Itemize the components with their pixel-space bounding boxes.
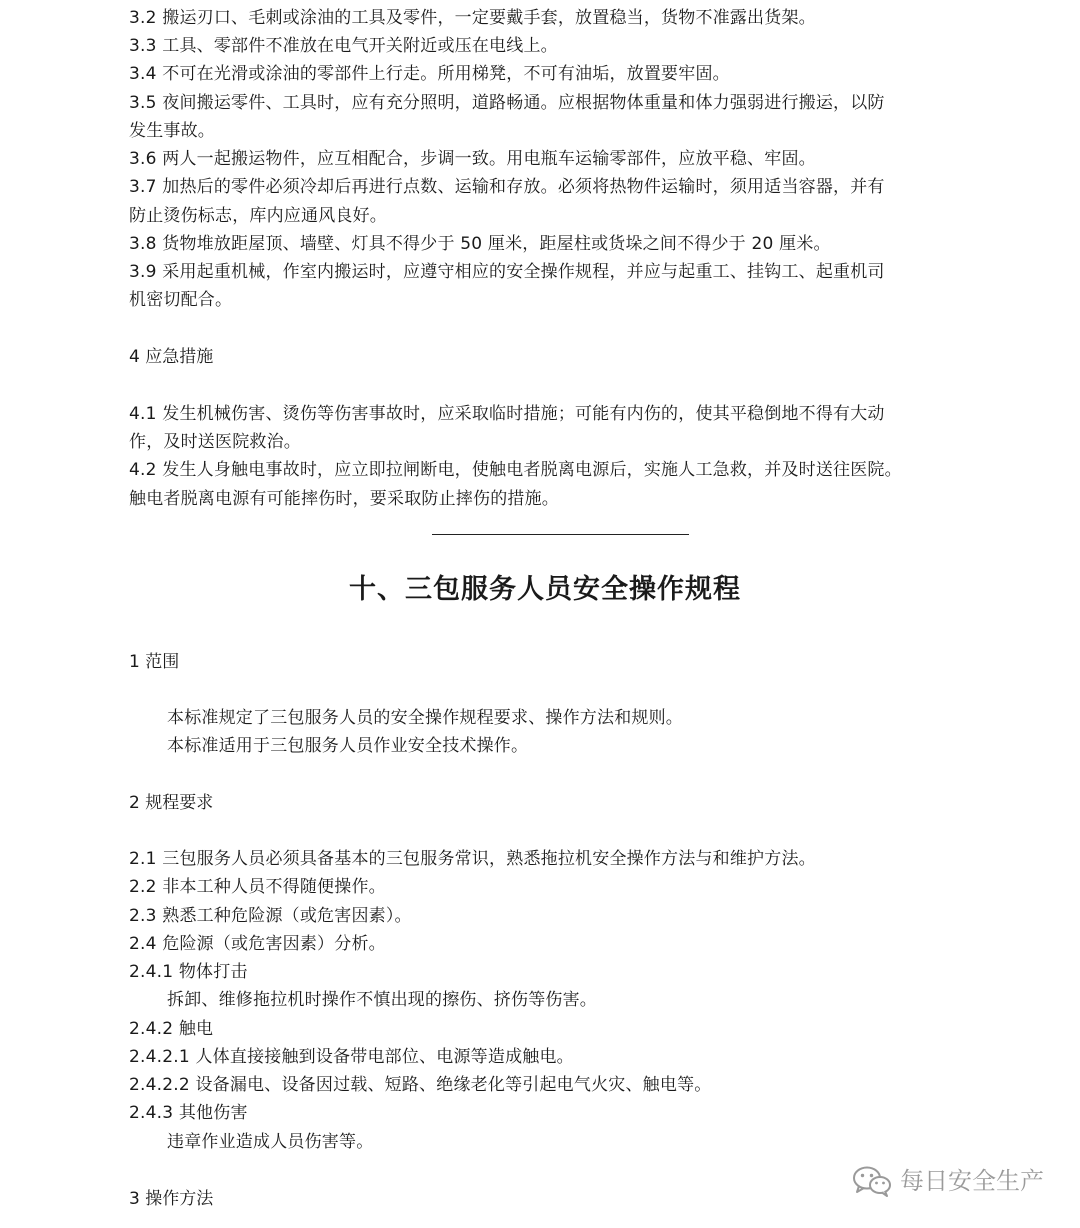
paragraph-line: 4.2 发生人身触电事故时，应立即拉闸断电，使触电者脱离电源后，实施人工急救，并及时送往医院。	[129, 460, 902, 480]
paragraph-line: 本标准适用于三包服务人员作业安全技术操作。	[167, 736, 529, 756]
watermark-text: 每日安全生产	[900, 1167, 1044, 1195]
paragraph-line: 违章作业造成人员伤害等。	[167, 1132, 374, 1152]
wechat-icon	[852, 1165, 892, 1197]
paragraph-line: 4.1 发生机械伤害、烫伤等伤害事故时，应采取临时措施；可能有内伤的，使其平稳倒地不得有大动	[129, 404, 885, 424]
paragraph-line: 2.4.1 物体打击	[129, 962, 248, 982]
watermark	[852, 1165, 1044, 1197]
paragraph-line: 2.3 熟悉工种危险源（或危害因素）。	[129, 906, 412, 926]
paragraph-line: 2.2 非本工种人员不得随便操作。	[129, 877, 386, 897]
section-heading-method: 3 操作方法	[129, 1189, 214, 1209]
section-heading-requirements: 2 规程要求	[129, 793, 214, 813]
paragraph-line: 触电者脱离电源有可能摔伤时，要采取防止摔伤的措施。	[129, 489, 559, 509]
paragraph-line: 机密切配合。	[129, 290, 233, 310]
section-divider	[432, 534, 689, 535]
paragraph-line: 拆卸、维修拖拉机时操作不慎出现的擦伤、挤伤等伤害。	[167, 990, 597, 1010]
paragraph-line: 2.4.2.2 设备漏电、设备因过载、短路、绝缘老化等引起电气火灾、触电等。	[129, 1075, 712, 1095]
paragraph-line: 3.7 加热后的零件必须冷却后再进行点数、运输和存放。必须将热物件运输时，须用适当容器，并有	[129, 177, 885, 197]
paragraph-line: 2.1 三包服务人员必须具备基本的三包服务常识，熟悉拖拉机安全操作方法与和维护方法。	[129, 849, 816, 869]
paragraph-line: 本标准规定了三包服务人员的安全操作规程要求、操作方法和规则。	[167, 708, 683, 728]
paragraph-line: 3.2 搬运刃口、毛刺或涂油的工具及零件，一定要戴手套，放置稳当，货物不准露出货架。	[129, 8, 816, 28]
paragraph-line: 3.3 工具、零部件不准放在电气开关附近或压在电线上。	[129, 36, 558, 56]
paragraph-line: 防止烫伤标志，库内应通风良好。	[129, 206, 387, 226]
paragraph-line: 2.4.2 触电	[129, 1019, 214, 1039]
paragraph-line: 3.6 两人一起搬运物件，应互相配合，步调一致。用电瓶车运输零部件，应放平稳、牢固。	[129, 149, 816, 169]
paragraph-line: 3.4 不可在光滑或涂油的零部件上行走。所用梯凳，不可有油垢，放置要牢固。	[129, 64, 730, 84]
paragraph-line: 发生事故。	[129, 121, 215, 141]
section-heading-emergency: 4 应急措施	[129, 347, 214, 367]
paragraph-line: 3.9 采用起重机械，作室内搬运时，应遵守相应的安全操作规程，并应与起重工、挂钩工、起重机司	[129, 262, 885, 282]
paragraph-line: 作，及时送医院救治。	[129, 432, 301, 452]
section-heading-scope: 1 范围	[129, 652, 180, 672]
paragraph-line: 2.4 危险源（或危害因素）分析。	[129, 934, 386, 954]
paragraph-line: 2.4.3 其他伤害	[129, 1103, 248, 1123]
paragraph-line: 2.4.2.1 人体直接接触到设备带电部位、电源等造成触电。	[129, 1047, 574, 1067]
page-title: 十、三包服务人员安全操作规程	[349, 574, 741, 605]
paragraph-line: 3.5 夜间搬运零件、工具时，应有充分照明，道路畅通。应根据物体重量和体力强弱进行搬运，以防	[129, 93, 885, 113]
paragraph-line: 3.8 货物堆放距屋顶、墙壁、灯具不得少于 50 厘米，距屋柱或货垛之间不得少于 20 厘米。	[129, 234, 831, 254]
